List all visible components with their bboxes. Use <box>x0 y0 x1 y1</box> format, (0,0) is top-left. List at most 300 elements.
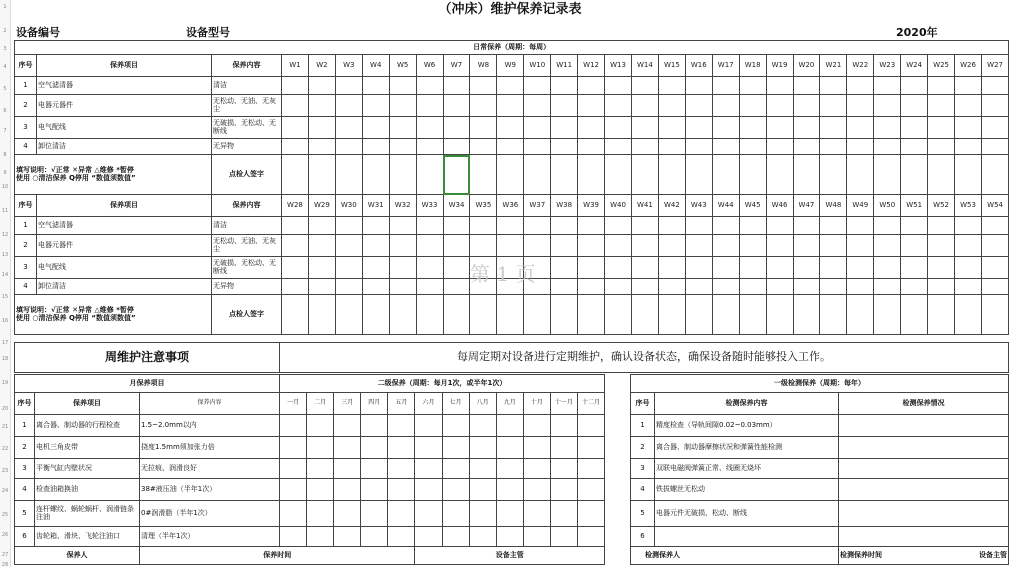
item-no[interactable]: 3 <box>631 459 655 479</box>
month-check-cell[interactable] <box>280 479 307 501</box>
week-check-cell[interactable] <box>470 117 497 139</box>
week-check-cell[interactable] <box>551 257 578 279</box>
week-check-cell[interactable] <box>282 279 309 295</box>
month-check-cell[interactable] <box>577 459 604 479</box>
week-header[interactable]: W37 <box>524 195 551 217</box>
week-check-cell[interactable] <box>685 117 712 139</box>
week-check-cell[interactable] <box>524 217 551 235</box>
week-check-cell[interactable] <box>793 95 820 117</box>
week-header[interactable]: W27 <box>981 55 1008 77</box>
week-check-cell[interactable] <box>981 139 1008 155</box>
week-header[interactable]: W47 <box>793 195 820 217</box>
month-check-cell[interactable] <box>334 459 361 479</box>
week-header[interactable]: W3 <box>335 55 362 77</box>
signature-cell[interactable] <box>712 295 739 335</box>
month-check-cell[interactable] <box>415 415 442 437</box>
week-check-cell[interactable] <box>685 139 712 155</box>
item-content[interactable]: 0#润滑脂（半年1次） <box>140 501 280 527</box>
week-header[interactable]: W54 <box>981 195 1008 217</box>
item-content[interactable]: 清洁 <box>212 217 282 235</box>
week-check-cell[interactable] <box>605 279 632 295</box>
item-no[interactable]: 4 <box>15 139 37 155</box>
week-check-cell[interactable] <box>847 117 874 139</box>
week-header[interactable]: W46 <box>766 195 793 217</box>
item-name[interactable]: 卸位清洁 <box>37 279 212 295</box>
week-check-cell[interactable] <box>658 77 685 95</box>
month-check-cell[interactable] <box>361 527 388 547</box>
item-content[interactable]: 38#液压油（半年1次） <box>140 479 280 501</box>
week-check-cell[interactable] <box>928 235 955 257</box>
signature-cell[interactable] <box>928 155 955 195</box>
month-check-cell[interactable] <box>442 415 469 437</box>
week-check-cell[interactable] <box>928 77 955 95</box>
week-check-cell[interactable] <box>847 235 874 257</box>
month-check-cell[interactable] <box>388 501 415 527</box>
signature-cell[interactable] <box>335 155 362 195</box>
item-content[interactable]: 无破损、无松动、无断线 <box>212 117 282 139</box>
week-header[interactable]: W31 <box>362 195 389 217</box>
month-check-cell[interactable] <box>280 459 307 479</box>
week-check-cell[interactable] <box>308 217 335 235</box>
week-check-cell[interactable] <box>658 235 685 257</box>
month-check-cell[interactable] <box>469 459 496 479</box>
week-check-cell[interactable] <box>389 95 416 117</box>
week-check-cell[interactable] <box>955 279 982 295</box>
signature-cell[interactable] <box>712 155 739 195</box>
col-seq-header[interactable]: 序号 <box>631 393 655 415</box>
signature-cell[interactable] <box>416 155 443 195</box>
week-check-cell[interactable] <box>631 235 658 257</box>
month-check-cell[interactable] <box>550 415 577 437</box>
month-check-cell[interactable] <box>523 415 550 437</box>
signature-cell[interactable] <box>551 295 578 335</box>
signature-cell[interactable] <box>766 155 793 195</box>
legend-cell[interactable] <box>15 155 212 195</box>
item-name[interactable]: 齿轮箱、滑块、飞轮注油口 <box>35 527 140 547</box>
week-header[interactable]: W45 <box>739 195 766 217</box>
week-check-cell[interactable] <box>820 139 847 155</box>
week-check-cell[interactable] <box>443 257 470 279</box>
week-check-cell[interactable] <box>874 117 901 139</box>
signature-cell[interactable] <box>901 295 928 335</box>
signature-cell[interactable] <box>497 155 524 195</box>
month-check-cell[interactable] <box>496 437 523 459</box>
week-header[interactable]: W23 <box>874 55 901 77</box>
month-check-cell[interactable] <box>280 415 307 437</box>
month-check-cell[interactable] <box>280 437 307 459</box>
month-check-cell[interactable] <box>388 437 415 459</box>
item-content[interactable]: 无拉痕、润滑良好 <box>140 459 280 479</box>
item-no[interactable]: 2 <box>631 437 655 459</box>
week-check-cell[interactable] <box>389 257 416 279</box>
week-check-cell[interactable] <box>658 95 685 117</box>
week-check-cell[interactable] <box>955 139 982 155</box>
week-check-cell[interactable] <box>605 77 632 95</box>
item-name[interactable]: 空气滤清器 <box>37 77 212 95</box>
week-check-cell[interactable] <box>524 95 551 117</box>
month-check-cell[interactable] <box>469 479 496 501</box>
week-check-cell[interactable] <box>874 139 901 155</box>
signature-cell[interactable] <box>282 155 309 195</box>
week-check-cell[interactable] <box>443 279 470 295</box>
week-check-cell[interactable] <box>605 95 632 117</box>
week-header[interactable]: W11 <box>551 55 578 77</box>
item-content[interactable]: 清理（半年1次） <box>140 527 280 547</box>
month-header[interactable]: 七月 <box>442 393 469 415</box>
week-check-cell[interactable] <box>416 95 443 117</box>
month-check-cell[interactable] <box>307 415 334 437</box>
week-check-cell[interactable] <box>793 217 820 235</box>
week-check-cell[interactable] <box>443 117 470 139</box>
week-check-cell[interactable] <box>551 235 578 257</box>
month-check-cell[interactable] <box>415 479 442 501</box>
week-check-cell[interactable] <box>793 257 820 279</box>
col-content-header[interactable]: 保养内容 <box>212 55 282 77</box>
status-cell[interactable] <box>839 479 1009 501</box>
week-check-cell[interactable] <box>955 257 982 279</box>
week-check-cell[interactable] <box>766 139 793 155</box>
week-check-cell[interactable] <box>470 95 497 117</box>
month-check-cell[interactable] <box>550 437 577 459</box>
month-check-cell[interactable] <box>577 479 604 501</box>
week-check-cell[interactable] <box>874 257 901 279</box>
week-check-cell[interactable] <box>901 95 928 117</box>
signature-cell[interactable] <box>524 295 551 335</box>
level1-section-title[interactable]: 一级检测保养（周期：每年） <box>631 375 1009 393</box>
week-check-cell[interactable] <box>551 95 578 117</box>
item-no[interactable]: 4 <box>15 479 35 501</box>
signature-cell[interactable] <box>981 295 1008 335</box>
month-check-cell[interactable] <box>307 501 334 527</box>
month-header[interactable]: 三月 <box>334 393 361 415</box>
week-check-cell[interactable] <box>955 95 982 117</box>
week-header[interactable]: W32 <box>389 195 416 217</box>
status-cell[interactable] <box>839 527 1009 547</box>
week-check-cell[interactable] <box>282 235 309 257</box>
week-check-cell[interactable] <box>443 139 470 155</box>
week-check-cell[interactable] <box>981 217 1008 235</box>
week-check-cell[interactable] <box>497 139 524 155</box>
week-check-cell[interactable] <box>282 95 309 117</box>
month-header[interactable]: 八月 <box>469 393 496 415</box>
col-item-header[interactable]: 保养项目 <box>35 393 140 415</box>
month-check-cell[interactable] <box>523 501 550 527</box>
week-check-cell[interactable] <box>874 217 901 235</box>
week-check-cell[interactable] <box>497 117 524 139</box>
signature-cell[interactable] <box>470 155 497 195</box>
week-check-cell[interactable] <box>712 279 739 295</box>
item-name[interactable]: 电器元器件 <box>37 235 212 257</box>
week-check-cell[interactable] <box>712 217 739 235</box>
week-check-cell[interactable] <box>901 77 928 95</box>
weekly-notes-text[interactable]: 每周定期对设备进行定期维护，确认设备状态，确保设备随时能够投入工作。 <box>280 343 1009 373</box>
signature-cell[interactable] <box>524 155 551 195</box>
week-check-cell[interactable] <box>335 77 362 95</box>
month-check-cell[interactable] <box>577 415 604 437</box>
signature-cell[interactable] <box>470 295 497 335</box>
week-check-cell[interactable] <box>766 117 793 139</box>
item-name[interactable]: 卸位清洁 <box>37 139 212 155</box>
week-header[interactable]: W52 <box>928 195 955 217</box>
week-check-cell[interactable] <box>578 117 605 139</box>
week-check-cell[interactable] <box>981 77 1008 95</box>
item-no[interactable]: 3 <box>15 117 37 139</box>
week-header[interactable]: W49 <box>847 195 874 217</box>
signature-cell[interactable] <box>443 295 470 335</box>
month-check-cell[interactable] <box>469 527 496 547</box>
week-check-cell[interactable] <box>362 217 389 235</box>
week-header[interactable]: W5 <box>389 55 416 77</box>
item-no[interactable]: 3 <box>15 257 37 279</box>
week-check-cell[interactable] <box>631 117 658 139</box>
week-check-cell[interactable] <box>685 217 712 235</box>
signature-cell[interactable] <box>308 155 335 195</box>
month-check-cell[interactable] <box>415 459 442 479</box>
item-no[interactable]: 1 <box>15 217 37 235</box>
week-check-cell[interactable] <box>335 117 362 139</box>
signature-cell[interactable] <box>389 295 416 335</box>
month-check-cell[interactable] <box>334 527 361 547</box>
item-no[interactable]: 1 <box>631 415 655 437</box>
week-check-cell[interactable] <box>766 257 793 279</box>
week-check-cell[interactable] <box>793 139 820 155</box>
week-check-cell[interactable] <box>578 139 605 155</box>
item-name[interactable]: 平衡气缸内壁状况 <box>35 459 140 479</box>
week-check-cell[interactable] <box>308 139 335 155</box>
item-content[interactable]: 无松动、无油、无灰尘 <box>212 95 282 117</box>
week-check-cell[interactable] <box>793 77 820 95</box>
signature-cell[interactable] <box>793 295 820 335</box>
item-name[interactable]: 电机三角皮带 <box>35 437 140 459</box>
week-check-cell[interactable] <box>578 279 605 295</box>
week-header[interactable]: W25 <box>928 55 955 77</box>
week-check-cell[interactable] <box>389 235 416 257</box>
item-no[interactable]: 2 <box>15 235 37 257</box>
week-check-cell[interactable] <box>443 235 470 257</box>
week-header[interactable]: W16 <box>685 55 712 77</box>
week-check-cell[interactable] <box>416 139 443 155</box>
month-check-cell[interactable] <box>523 527 550 547</box>
month-header[interactable]: 十一月 <box>550 393 577 415</box>
signature-cell[interactable] <box>901 155 928 195</box>
item-no[interactable]: 1 <box>15 415 35 437</box>
supervisor-label[interactable]: 设备主管 <box>415 547 605 565</box>
week-header[interactable]: W7 <box>443 55 470 77</box>
week-check-cell[interactable] <box>631 139 658 155</box>
status-cell[interactable] <box>839 459 1009 479</box>
signature-cell[interactable] <box>578 295 605 335</box>
week-check-cell[interactable] <box>551 117 578 139</box>
item-content[interactable]: 双联电磁阀弹簧正常、线圈无烧坏 <box>655 459 839 479</box>
week-check-cell[interactable] <box>712 95 739 117</box>
week-check-cell[interactable] <box>955 77 982 95</box>
weekly-notes-label[interactable]: 周维护注意事项 <box>15 343 280 373</box>
item-no[interactable]: 3 <box>15 459 35 479</box>
week-check-cell[interactable] <box>443 217 470 235</box>
col-status-header[interactable]: 检测保养情况 <box>839 393 1009 415</box>
month-check-cell[interactable] <box>334 501 361 527</box>
week-check-cell[interactable] <box>955 235 982 257</box>
week-header[interactable]: W29 <box>308 195 335 217</box>
month-check-cell[interactable] <box>550 501 577 527</box>
signature-cell[interactable] <box>658 155 685 195</box>
week-header[interactable]: W14 <box>631 55 658 77</box>
week-check-cell[interactable] <box>847 77 874 95</box>
maintainer-label[interactable]: 保养人 <box>15 547 140 565</box>
week-check-cell[interactable] <box>470 77 497 95</box>
signature-cell[interactable] <box>658 295 685 335</box>
week-check-cell[interactable] <box>739 139 766 155</box>
week-check-cell[interactable] <box>497 217 524 235</box>
week-check-cell[interactable] <box>712 235 739 257</box>
week-check-cell[interactable] <box>605 217 632 235</box>
signature-cell[interactable] <box>282 295 309 335</box>
item-no[interactable]: 2 <box>15 95 37 117</box>
month-check-cell[interactable] <box>442 501 469 527</box>
monthly-section-title[interactable]: 月保养项目 <box>15 375 280 393</box>
week-check-cell[interactable] <box>874 235 901 257</box>
signature-cell[interactable] <box>955 155 982 195</box>
week-check-cell[interactable] <box>497 77 524 95</box>
week-check-cell[interactable] <box>739 217 766 235</box>
item-no[interactable]: 4 <box>15 279 37 295</box>
week-check-cell[interactable] <box>335 95 362 117</box>
week-check-cell[interactable] <box>739 77 766 95</box>
week-header[interactable]: W51 <box>901 195 928 217</box>
inspector-label[interactable]: 检测保养人 <box>631 547 839 565</box>
week-header[interactable]: W44 <box>712 195 739 217</box>
week-header[interactable]: W22 <box>847 55 874 77</box>
week-check-cell[interactable] <box>631 217 658 235</box>
item-content[interactable]: 无异物 <box>212 139 282 155</box>
signature-cell[interactable] <box>685 155 712 195</box>
month-header[interactable]: 六月 <box>415 393 442 415</box>
week-check-cell[interactable] <box>739 117 766 139</box>
week-check-cell[interactable] <box>524 117 551 139</box>
week-check-cell[interactable] <box>901 117 928 139</box>
signature-cell[interactable] <box>874 295 901 335</box>
month-check-cell[interactable] <box>469 437 496 459</box>
week-check-cell[interactable] <box>389 117 416 139</box>
week-check-cell[interactable] <box>631 257 658 279</box>
week-header[interactable]: W1 <box>282 55 309 77</box>
week-check-cell[interactable] <box>605 235 632 257</box>
week-check-cell[interactable] <box>308 279 335 295</box>
month-check-cell[interactable] <box>523 479 550 501</box>
week-check-cell[interactable] <box>658 117 685 139</box>
level2-section-title[interactable]: 二级保养（周期：每月1次，或半年1次） <box>280 375 605 393</box>
week-check-cell[interactable] <box>362 257 389 279</box>
month-header[interactable]: 二月 <box>307 393 334 415</box>
week-check-cell[interactable] <box>820 117 847 139</box>
month-check-cell[interactable] <box>361 501 388 527</box>
signer-label[interactable]: 点检人签字 <box>212 295 282 335</box>
month-check-cell[interactable] <box>442 479 469 501</box>
item-content[interactable]: 离合器、制动器摩擦状况和弹簧性能检测 <box>655 437 839 459</box>
week-header[interactable]: W21 <box>820 55 847 77</box>
month-check-cell[interactable] <box>388 479 415 501</box>
week-check-cell[interactable] <box>497 95 524 117</box>
week-check-cell[interactable] <box>766 77 793 95</box>
month-check-cell[interactable] <box>415 437 442 459</box>
month-check-cell[interactable] <box>280 501 307 527</box>
month-check-cell[interactable] <box>415 501 442 527</box>
week-check-cell[interactable] <box>416 257 443 279</box>
item-no[interactable]: 5 <box>15 501 35 527</box>
week-check-cell[interactable] <box>578 257 605 279</box>
week-check-cell[interactable] <box>282 117 309 139</box>
item-name[interactable]: 空气滤清器 <box>37 217 212 235</box>
signature-cell[interactable] <box>362 155 389 195</box>
col-content-header[interactable]: 检测保养内容 <box>655 393 839 415</box>
week-header[interactable]: W2 <box>308 55 335 77</box>
week-check-cell[interactable] <box>497 235 524 257</box>
week-check-cell[interactable] <box>739 279 766 295</box>
signature-cell[interactable] <box>308 295 335 335</box>
signature-cell[interactable] <box>928 295 955 335</box>
week-check-cell[interactable] <box>820 279 847 295</box>
week-check-cell[interactable] <box>362 139 389 155</box>
week-check-cell[interactable] <box>739 235 766 257</box>
week-check-cell[interactable] <box>335 139 362 155</box>
week-check-cell[interactable] <box>712 139 739 155</box>
week-check-cell[interactable] <box>282 139 309 155</box>
month-check-cell[interactable] <box>550 459 577 479</box>
month-check-cell[interactable] <box>361 415 388 437</box>
week-check-cell[interactable] <box>551 217 578 235</box>
month-check-cell[interactable] <box>496 459 523 479</box>
week-check-cell[interactable] <box>685 279 712 295</box>
signature-cell[interactable] <box>847 155 874 195</box>
week-check-cell[interactable] <box>874 279 901 295</box>
week-check-cell[interactable] <box>578 217 605 235</box>
item-content[interactable]: 挠度1.5mm须加张力倍 <box>140 437 280 459</box>
week-header[interactable]: W12 <box>578 55 605 77</box>
week-check-cell[interactable] <box>766 95 793 117</box>
week-check-cell[interactable] <box>928 95 955 117</box>
week-check-cell[interactable] <box>981 235 1008 257</box>
month-check-cell[interactable] <box>334 479 361 501</box>
week-check-cell[interactable] <box>658 217 685 235</box>
week-check-cell[interactable] <box>874 77 901 95</box>
week-check-cell[interactable] <box>928 279 955 295</box>
signature-cell[interactable] <box>739 295 766 335</box>
week-check-cell[interactable] <box>470 235 497 257</box>
week-check-cell[interactable] <box>793 117 820 139</box>
signature-cell[interactable] <box>739 155 766 195</box>
week-check-cell[interactable] <box>362 77 389 95</box>
week-check-cell[interactable] <box>901 217 928 235</box>
week-check-cell[interactable] <box>416 117 443 139</box>
month-check-cell[interactable] <box>388 415 415 437</box>
item-name[interactable]: 连杆螺纹、蜗轮蜗杆、润滑链条注油 <box>35 501 140 527</box>
month-header[interactable]: 十二月 <box>577 393 604 415</box>
signature-cell[interactable] <box>362 295 389 335</box>
week-check-cell[interactable] <box>335 257 362 279</box>
month-check-cell[interactable] <box>496 527 523 547</box>
week-check-cell[interactable] <box>658 139 685 155</box>
week-check-cell[interactable] <box>524 235 551 257</box>
item-content[interactable]: 无破损、无松动、无断线 <box>212 257 282 279</box>
week-check-cell[interactable] <box>308 235 335 257</box>
week-check-cell[interactable] <box>766 279 793 295</box>
signature-cell[interactable] <box>443 155 470 195</box>
week-header[interactable]: W26 <box>955 55 982 77</box>
legend-cell[interactable] <box>15 295 212 335</box>
col-seq-header[interactable]: 序号 <box>15 393 35 415</box>
item-name[interactable]: 检查油箱换油 <box>35 479 140 501</box>
month-check-cell[interactable] <box>388 459 415 479</box>
